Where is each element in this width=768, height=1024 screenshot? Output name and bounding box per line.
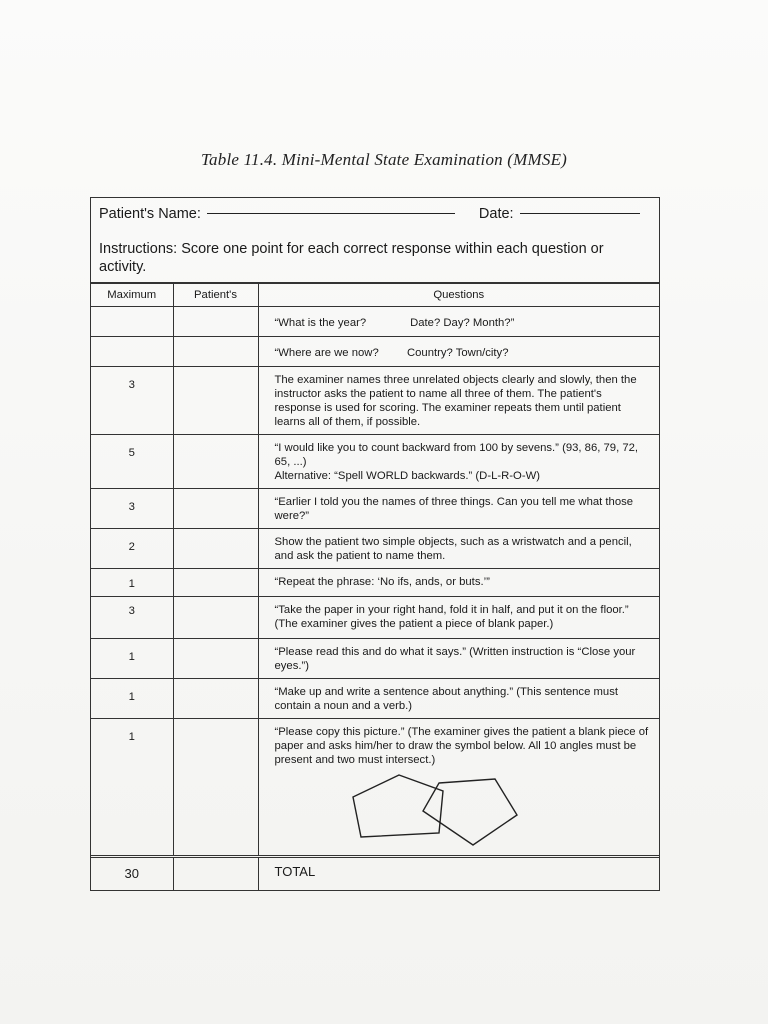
patient-score-cell[interactable] <box>173 597 258 639</box>
patient-score-cell[interactable] <box>173 489 258 529</box>
table-row <box>91 307 659 337</box>
question-text: “Repeat the phrase: ‘No ifs, ands, or buts.’” <box>258 569 659 597</box>
patient-score-cell[interactable] <box>173 679 258 719</box>
total-max-score: 30 <box>91 857 173 891</box>
table-row <box>91 529 659 569</box>
patient-name-field[interactable] <box>207 212 455 214</box>
table-row <box>91 489 659 529</box>
max-score <box>91 307 173 337</box>
instructions: Instructions: Score one point for each correct response within each question or activity. <box>99 241 604 275</box>
patient-score-cell[interactable] <box>173 639 258 679</box>
table-row <box>91 435 659 489</box>
patient-score-cell[interactable] <box>173 337 258 367</box>
table-row <box>91 679 659 719</box>
col-maximum: Maximum <box>91 284 173 307</box>
col-questions: Questions <box>258 284 659 307</box>
question-text: “Please read this and do what it says.” (Written instruction is “Close your eyes.”) <box>258 639 659 679</box>
name-date-line <box>99 206 651 232</box>
question-text: “Earlier I told you the names of three things. Can you tell me what those were?” <box>258 489 659 529</box>
patient-score-cell[interactable] <box>173 529 258 569</box>
max-score <box>91 337 173 367</box>
table-row <box>91 569 659 597</box>
max-score: 3 <box>91 597 173 639</box>
form-header <box>91 198 659 283</box>
patient-name-label: Patient's Name: <box>99 206 201 222</box>
total-row <box>91 857 659 891</box>
max-score: 1 <box>91 679 173 719</box>
patient-score-cell[interactable] <box>173 367 258 435</box>
question-cell <box>258 435 659 489</box>
col-patient: Patient's <box>173 284 258 307</box>
left-pentagon <box>353 775 443 837</box>
question-text: “Where are we now? Country? Town/city? <box>258 337 659 367</box>
total-patient-score-cell[interactable] <box>173 857 258 891</box>
table-header-row <box>91 284 659 307</box>
max-score: 1 <box>91 639 173 679</box>
max-score: 1 <box>91 569 173 597</box>
max-score: 2 <box>91 529 173 569</box>
patient-score-cell[interactable] <box>173 569 258 597</box>
question-cell <box>258 719 659 857</box>
date-label: Date: <box>478 206 514 222</box>
question-text: “What is the year? Date? Day? Month?” <box>258 307 659 337</box>
question-text: “Take the paper in your right hand, fold it in half, and put it on the floor.” (The examiner gives the patient a piece of blank paper.) <box>258 597 659 639</box>
question-text: The examiner names three unrelated objects clearly and slowly, then the instructor asks the patient to name all three of them. The patient's response is used for scoring. The examiner repeats them until patient learns all of them, if possible. <box>258 367 659 435</box>
patient-score-cell[interactable] <box>173 719 258 857</box>
max-score: 1 <box>91 719 173 857</box>
question-text: “Please copy this picture.” (The examiner gives the patient a blank piece of paper and asks him/her to draw the symbol below. All 10 angles must be present and two must intersect.) <box>274 726 649 766</box>
mmse-form <box>90 197 660 891</box>
question-alternative: Alternative: “Spell WORLD backwards.” (D-L-R-O-W) <box>274 470 541 482</box>
max-score: 3 <box>91 489 173 529</box>
max-score: 5 <box>91 435 173 489</box>
patient-score-cell[interactable] <box>173 307 258 337</box>
table-row <box>91 367 659 435</box>
table-row <box>91 597 659 639</box>
table-row <box>91 337 659 367</box>
date-field[interactable] <box>520 212 640 214</box>
total-label: TOTAL <box>258 857 659 891</box>
mmse-table <box>91 283 659 891</box>
question-text: “I would like you to count backward from 100 by sevens.” (93, 86, 79, 72, 65, ...) <box>274 442 639 468</box>
table-caption: Table 11.4. Mini-Mental State Examination (MMSE) <box>200 150 568 169</box>
intersecting-pentagons-figure <box>345 771 535 851</box>
question-text: “Make up and write a sentence about anything.” (This sentence must contain a noun and a verb.) <box>258 679 659 719</box>
table-row <box>91 719 659 857</box>
question-text: Show the patient two simple objects, such as a wristwatch and a pencil, and ask the patient to name them. <box>258 529 659 569</box>
max-score: 3 <box>91 367 173 435</box>
patient-score-cell[interactable] <box>173 435 258 489</box>
table-row <box>91 639 659 679</box>
